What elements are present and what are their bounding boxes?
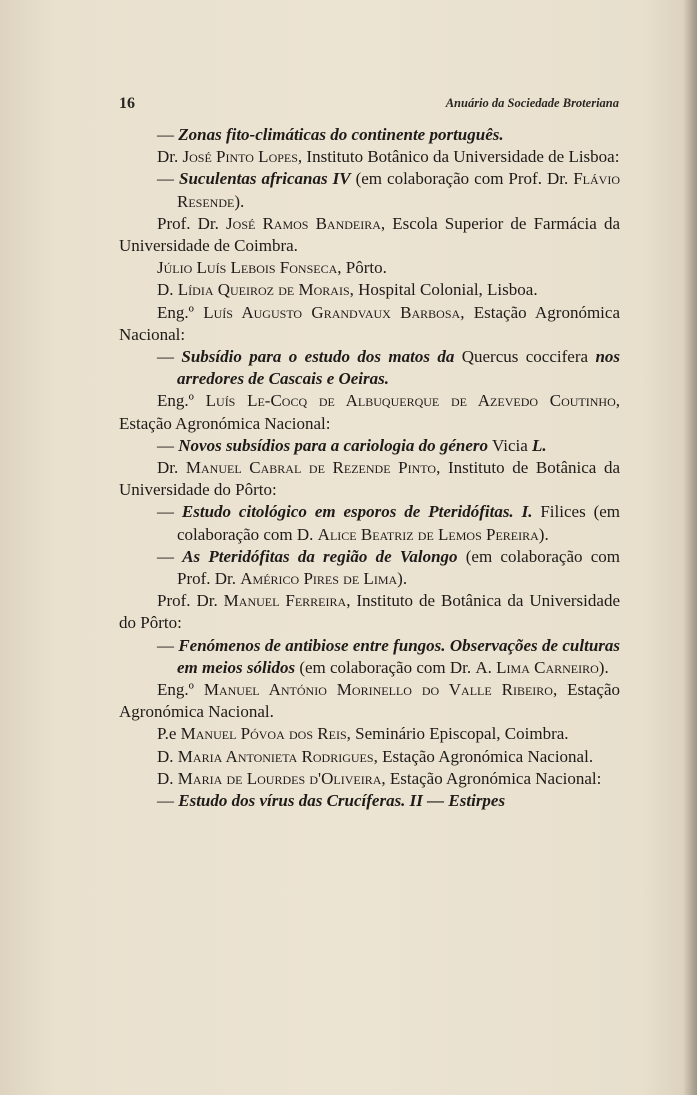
work-title: L. [532,435,547,455]
entry-text: , Estação Agronómica Nacional: [119,391,620,433]
entry-text: — [157,347,182,367]
member-entry [119,146,620,168]
publication-entry [157,546,620,590]
work-title: nos arredores de Cascais e Oeiras. [177,347,621,389]
entry-text: ). [397,569,408,589]
member-entry [119,390,620,434]
entry-text: Eng.º [157,680,204,700]
entry-text: , Seminário Episcopal, Coimbra. [346,724,569,744]
work-title: Novos subsídios para a cariologia do género [178,435,489,455]
entry-text: Prof. Dr. [157,591,224,611]
entry-text: , Hospital Colonial, Lisboa. [349,280,538,300]
entry-text: , Estação Agronómica Nacional: [381,768,602,788]
entry-text: — [157,791,179,811]
publication-entry [157,635,620,679]
publication-entry [157,435,620,457]
work-title: As Pteridófitas da região de Valongo [182,546,458,566]
publication-entry [157,124,620,146]
member-entry [119,679,620,723]
entry-text: , Estação Agronómica Nacional: [119,302,621,344]
work-title: Zonas fito-climáticas do continente português. [178,125,504,144]
membership-list [119,124,620,812]
entry-text: Eng.º [157,391,206,411]
person-name: Lídia Queiroz de Morais [177,280,350,300]
entry-text: Eng.º [157,302,204,322]
person-name: Júlio Luís Lebois Fonseca [157,258,338,278]
entry-text: Quercus coccifera [454,347,596,367]
publication-entry [157,346,620,390]
entry-text: , Escola Superior de Farmácia da Universidade de Coimbra. [119,213,620,256]
entry-text: Dr. [157,147,183,167]
entry-text: — [157,435,179,455]
entry-text: , Instituto de Botânica da Universidade do Pôrto: [119,458,621,500]
entry-text: , Instituto Botânico da Universidade de Lisboa: [297,147,620,167]
running-title: Anuário da Sociedade Broteriana [445,96,619,110]
person-name: Manuel Póvoa dos Reis [180,724,347,744]
person-name: Luís Augusto Grandvaux Barbosa [203,302,461,322]
member-entry [119,257,620,279]
entry-text: ). [538,524,549,544]
entry-text: Dr. [157,458,186,478]
person-name: Maria Antonieta Rodrigues [177,746,374,766]
work-title: Subsídio para o estudo dos matos da [181,347,455,367]
person-name: Manuel António Morinello do Valle Ribeiro [203,680,553,700]
person-name: José Pinto Lopes [182,147,298,167]
member-entry [119,279,620,301]
member-entry [119,457,620,501]
entry-text: , Estação Agronómica Nacional. [119,680,621,722]
person-name: José Ramos Bandeira [226,213,381,233]
member-entry [119,768,620,790]
entry-text: — [157,125,179,144]
entry-text: D. [157,280,178,300]
entry-text: — [157,635,179,655]
person-name: Manuel Ferreira [223,591,347,611]
publication-entry [157,501,620,545]
entry-text: D. [157,746,178,766]
work-title: Suculentas africanas IV [179,169,351,189]
person-name: Manuel Cabral de Rezende Pinto [185,458,437,478]
publication-entry [157,168,620,212]
person-name: Flávio Resende [177,169,620,211]
entry-text: (em colaboração com Prof. Dr. [177,546,621,589]
member-entry [119,213,620,257]
entry-text: , Instituto de Botânica da Universidade do Pôrto: [119,591,620,633]
entry-text: Vicia [488,435,533,455]
entry-text: ). [598,657,609,677]
work-title: Estudo dos vírus das Crucíferas. II — Estirpes [178,791,506,811]
member-entry [119,723,620,745]
person-name: Luís Le-Cocq de Albuquerque de Azevedo Coutinho [205,391,616,411]
person-name: Maria de Lourdes d'Oliveira [177,768,382,788]
entry-text: , Pôrto. [337,258,387,278]
page-header [119,93,619,115]
entry-text: P.e [157,724,181,744]
entry-text: — [157,546,183,566]
entry-text: (em colaboração com Dr. [295,657,476,677]
work-title: Fenómenos de antibiose entre fungos. Observações de culturas em meios sólidos [177,635,621,677]
work-title: Estudo citológico em esporos de Pteridófitas. I. [181,502,533,522]
person-name: Américo Pires de Lima [240,569,398,589]
member-entry [119,590,620,634]
entry-text: Filices (em colaboração com D. [177,502,621,544]
person-name: Alice Beatriz de Lemos Pereira [317,524,539,544]
entry-text: ). [234,191,245,211]
publication-entry [157,790,620,812]
member-entry [119,302,620,346]
entry-text: — [157,502,182,522]
entry-text: D. [157,768,178,788]
entry-text: — [157,169,180,189]
entry-text: , Estação Agronómica Nacional. [373,746,594,766]
member-entry [119,746,620,768]
entry-text: (em colaboração com Prof. Dr. [350,169,574,189]
entry-text: Prof. Dr. [157,213,227,233]
person-name: A. Lima Carneiro [475,657,599,677]
page-number: 16 [119,95,135,112]
